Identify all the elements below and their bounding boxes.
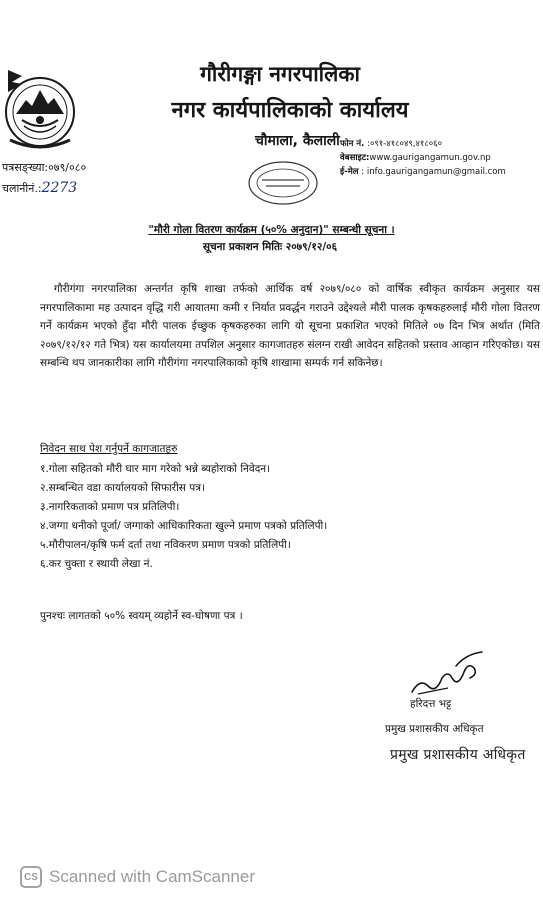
document-item: १.गोला सहितको मौरी घार माग गरेको भन्ने ब्यहोराको निवेदन।: [40, 463, 271, 475]
email-line: [340, 166, 506, 177]
required-documents-list: [40, 460, 327, 574]
office-round-stamp: [244, 158, 322, 208]
notice-body: गौरीगंगा नगरपालिका अन्तर्गत कृषि शाखा तर्फको आर्थिक वर्ष २०७९/०८० को वार्षिक स्वीकृत कार्यक्रम अनुसार यस नगरपालिकामा मह उत्पादन वृद्धि गरी आयातमा कमी र निर्यात प्रवर्द्धन गराउने उद्देश्यले मौरी पालक कृषकहरुलाई मौरी गोला वितरण गर्ने कार्यक्रम भएको हुँदा मौरी पालक ईच्छुक कृषकहरुका लागि यो सूचना प्रकाशित भएको मितिले ०७ दिन भित्र अर्थात (मिति २०७९/१२/१२ गते भित्र) यस कार्यालयमा तपशिल अनुसार कागजातहरु संलग्न राखी आवेदन सहितको प्रस्ताव आव्हान गरिएकोछ। यस सम्बन्धि थप जानकारीका लागि गौरीगंगा नगरपालिकाको कृषि शाखामा सम्पर्क गर्न सकिनेछ।: [40, 283, 540, 369]
notice-subject: "मौरी गोला वितरण कार्यक्रम (५०% अनुदान)" सम्बन्धी सूचना ।: [148, 224, 395, 236]
document-item: ४.जग्गा धनीको पूर्जा/ जग्गाको आधिकारिकता खुल्ने प्रमाण पत्रको प्रतिलिपी।: [40, 520, 328, 532]
dispatch-number-handwritten: 2273: [41, 180, 78, 196]
phone-value: :०९१-४१८०४९,४१८०६०: [367, 139, 443, 149]
camscanner-logo-icon: CS: [20, 866, 42, 888]
signer-title: प्रमुख प्रशासकीय अधिकृत: [385, 723, 484, 735]
document-item: ३.नागरिकताको प्रमाण पत्र प्रतिलिपी।: [40, 501, 180, 513]
letter-number-value: ०७९/०८०: [48, 161, 87, 174]
camscanner-watermark: [20, 866, 255, 888]
document-item: २.सम्बन्धित वडा कार्यालयको सिफारीस पत्र।: [40, 482, 205, 494]
signer-name: हरिदत्त भट्ट: [410, 698, 452, 710]
notice-publish-date: सूचना प्रकाशन मितिः २०७९/१२/०६: [202, 241, 338, 253]
postscript: पुनश्चः लागतको ५०% स्वयम् व्यहोर्ने स्व-घोषणा पत्र ।: [40, 610, 243, 622]
letter-number: [2, 160, 86, 175]
dispatch-number-label: चलानीनं.:: [2, 182, 42, 195]
camscanner-text: Scanned with CamScanner: [49, 867, 256, 886]
office-address: चौमाला, कैलाली: [255, 133, 340, 149]
designation-stamp: प्रमुख प्रशासकीय अधिकृत: [390, 747, 526, 763]
office-name: गौरीगङ्गा नगरपालिका: [200, 62, 360, 86]
letter-number-label: पत्रसङ्ख्या:: [2, 161, 49, 174]
website-label: वेबसाइट:: [340, 153, 370, 163]
nepal-government-emblem: [2, 62, 78, 154]
email-label: ई-मेल: [340, 167, 359, 177]
office-body: नगर कार्यपालिकाको कार्यालय: [171, 98, 409, 123]
document-item: ५.मौरीपालन/कृषि फर्म दर्ता तथा नविकरण प्रमाण पत्रको प्रतिलिपी।: [40, 539, 291, 551]
website-line: [340, 152, 491, 163]
dispatch-number: [2, 180, 77, 196]
handwritten-signature: [408, 648, 490, 698]
email-link[interactable]: : info.gaurigangamun@gmail.com: [361, 167, 506, 177]
phone-label: फोन नं.: [340, 139, 365, 149]
document-item: ६.कर चुक्ता र स्थायी लेखा नं.: [40, 558, 153, 570]
phone-line: [340, 138, 442, 149]
website-link[interactable]: www.gaurigangamun.gov.np: [369, 153, 491, 163]
required-documents-heading: निवेदन साथ पेश गर्नुपर्ने कागजातहरु: [40, 443, 178, 455]
